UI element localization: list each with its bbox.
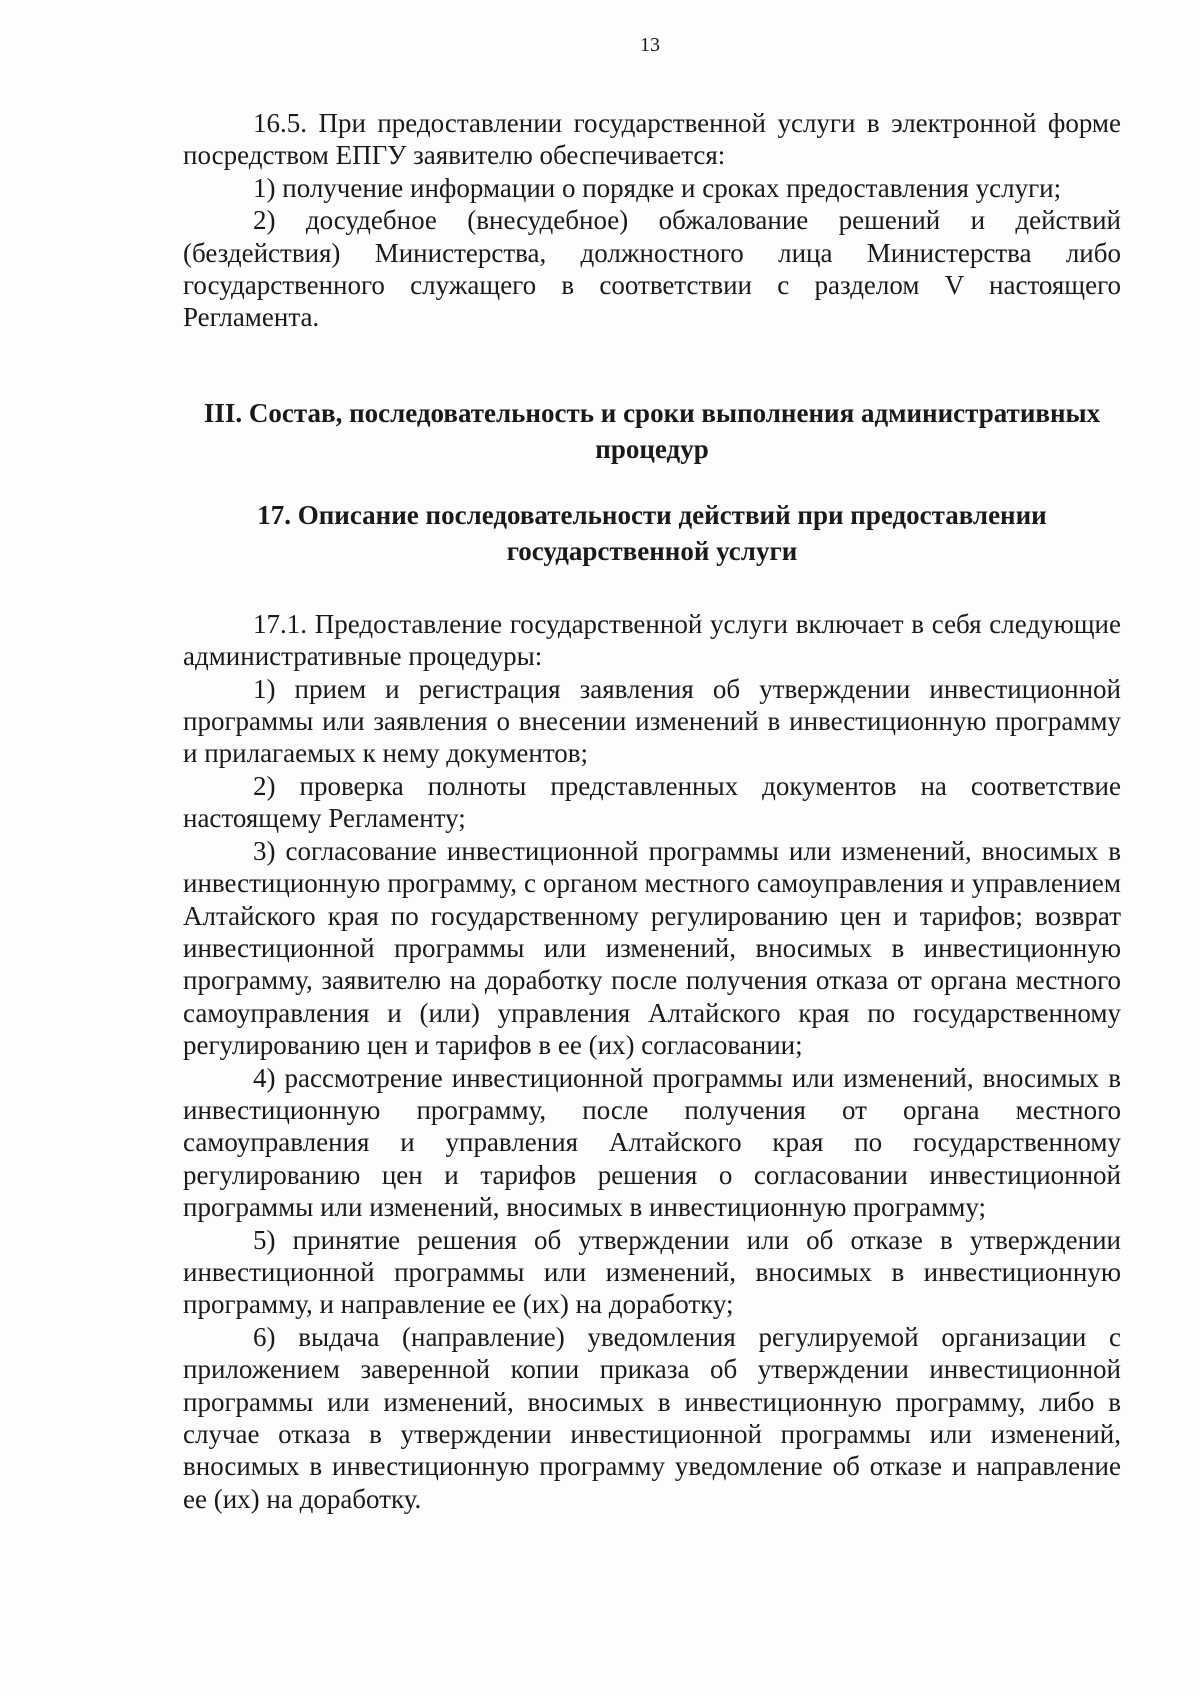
paragraph-17-1-item-5: 5) принятие решения об утверждении или об отказе в утверждении инвестиционной программы или изменений, вносимых в инвестиционную программу, и направление ее (их) на доработку;: [183, 1224, 1121, 1320]
paragraph-17-1-item-2: 2) проверка полноты представленных документов на соответствие настоящему Регламенту;: [183, 770, 1121, 834]
paragraph-17-1-item-3: 3) согласование инвестиционной программы или изменений, вносимых в инвестиционную программу, с органом местного самоуправления и управлением Алтайского края по государственному регулированию цен и тарифов; возврат инвестиционной программы или изменений, вносимых в инвестиционную программу, заявителю на доработку после получения отказа от органа местного самоуправления и (или) управления Алтайского края по государственному регулированию цен и тарифов в ее (их) согласовании;: [183, 835, 1121, 1061]
paragraph-16-5-item-1: 1) получение информации о порядке и сроках предоставления услуги;: [253, 172, 1062, 203]
paragraph-17-1-intro: 17.1. Предоставление государственной услуги включает в себя следующие административные процедуры:: [183, 608, 1121, 672]
section-heading-17: 17. Описание последовательности действий при предоставлении государственной услуги: [257, 499, 1047, 566]
paragraph-17-1-item-6: 6) выдача (направление) уведомления регулируемой организации с приложением заверенной копии приказа об утверждении инвестиционной программы или изменений, вносимых в инвестиционную программу, либо в случае отказа в утверждении инвестиционной программы или изменений, вносимых в инвестиционную программу уведомление об отказе и направление ее (их) на доработку.: [183, 1321, 1121, 1514]
document-body: [183, 107, 1121, 1515]
paragraph-16-5-item-2: 2) досудебное (внесудебное) обжалование решений и действий (бездействия) Министерства, должностного лица Министерства либо государственного служащего в соответствии с разделом V настоящего Регламента.: [183, 205, 1121, 333]
paragraph-17-1-item-1: 1) прием и регистрация заявления об утверждении инвестиционной программы или заявления о внесении изменений в инвестиционную программу и прилагаемых к нему документов;: [183, 673, 1121, 769]
paragraph-16-5-intro: 16.5. При предоставлении государственной услуги в электронной форме посредством ЕПГУ заявителю обеспечивается:: [183, 108, 1121, 171]
page-number: 13: [640, 34, 660, 56]
section-heading-iii: III. Состав, последовательность и сроки выполнения административных процедур: [203, 397, 1101, 464]
paragraph-17-1-item-4: 4) рассмотрение инвестиционной программы или изменений, вносимых в инвестиционную программу, после получения от органа местного самоуправления и управления Алтайского края по государственному регулированию цен и тарифов решения о согласовании инвестиционной программы или изменений, вносимых в инвестиционную программу;: [183, 1062, 1121, 1223]
